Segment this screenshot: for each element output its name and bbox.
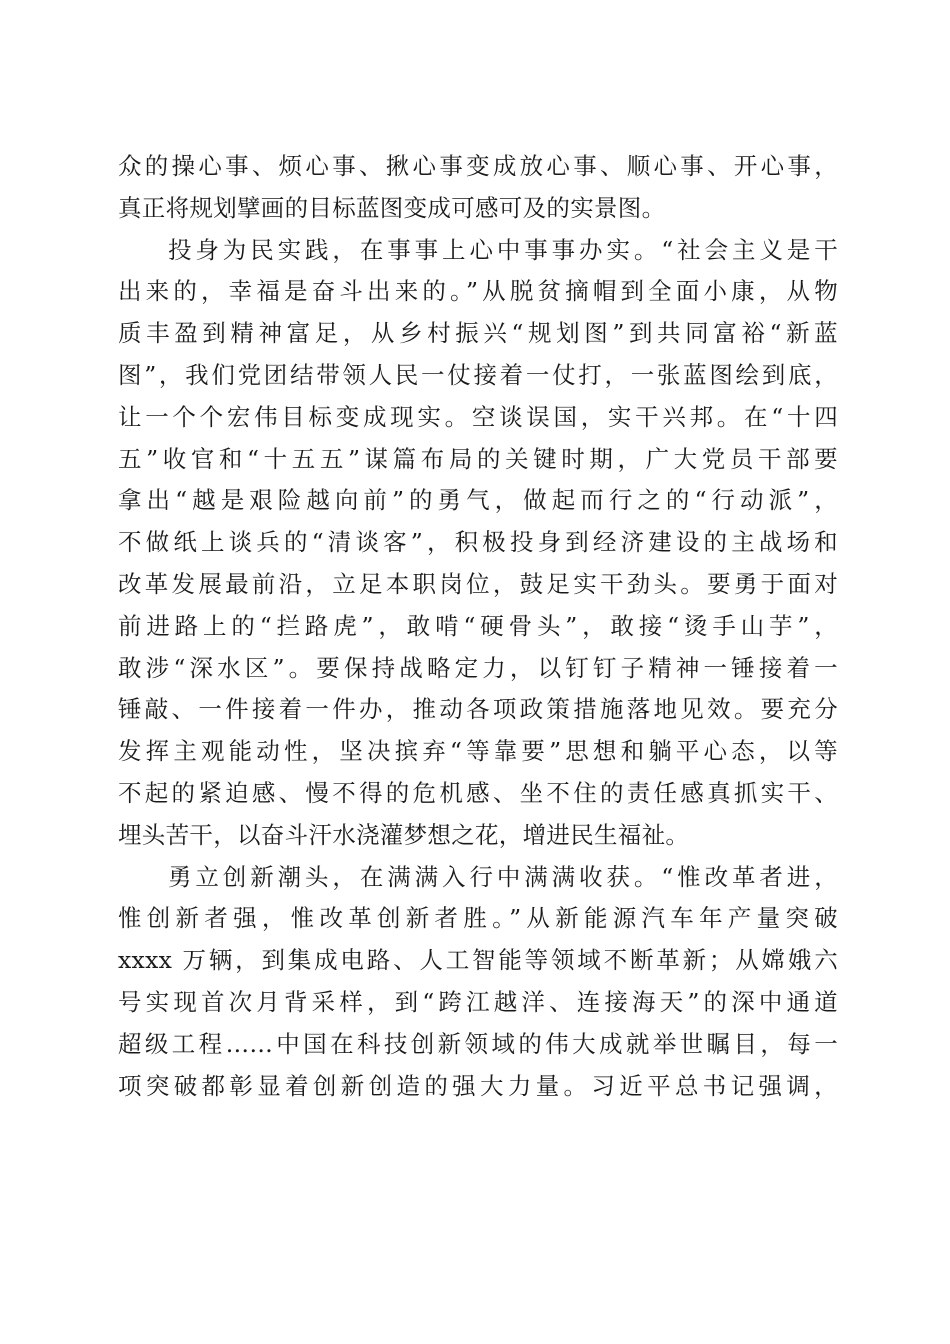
paragraph-3	[118, 857, 838, 1108]
text-line: 拿出“越是艰险越向前”的勇气，做起而行之的“行动派”，	[118, 486, 838, 515]
text-line: 项突破都彰显着创新创造的强大力量。习近平总书记强调，	[118, 1071, 838, 1100]
text-line: 前进路上的“拦路虎”，敢啃“硬骨头”，敢接“烫手山芋”，	[118, 611, 838, 640]
paragraph-2	[118, 230, 838, 857]
text-line: 投身为民实践，在事事上心中事事办实。“社会主义是干	[168, 235, 838, 264]
text-line: 五”收官和“十五五”谋篇布局的关键时期，广大党员干部要	[118, 444, 838, 473]
text-line: 惟创新者强，惟改革创新者胜。”从新能源汽车年产量突破	[118, 904, 838, 933]
text-line: 超级工程……中国在科技创新领域的伟大成就举世瞩目，每一	[118, 1029, 838, 1058]
body-text	[118, 146, 838, 1107]
text-line: 真正将规划擘画的目标蓝图变成可感可及的实景图。	[118, 193, 666, 222]
text-line: 图”，我们党团结带领人民一仗接着一仗打，一张蓝图绘到底，	[118, 360, 838, 389]
text-line: 埋头苦干，以奋斗汗水浇灌梦想之花，增进民生福祉。	[118, 820, 690, 849]
text-line: 发挥主观能动性，坚决摈弃“等靠要”思想和躺平心态，以等	[118, 737, 838, 766]
text-line: 敢涉“深水区”。要保持战略定力，以钉钉子精神一锤接着一	[118, 653, 838, 682]
text-line: 勇立创新潮头，在满满入行中满满收获。“惟改革者进，	[168, 862, 838, 891]
text-line: 号实现首次月背采样，到“跨江越洋、连接海天”的深中通道	[118, 987, 838, 1016]
text-line: 众的操心事、烦心事、揪心事变成放心事、顺心事、开心事，	[118, 152, 838, 180]
text-line: 不做纸上谈兵的“清谈客”，积极投身到经济建设的主战场和	[118, 528, 838, 557]
text-line: 改革发展最前沿，立足本职岗位，鼓足实干劲头。要勇于面对	[118, 569, 838, 598]
text-line: 锤敲、一件接着一件办，推动各项政策措施落地见效。要充分	[118, 695, 838, 724]
text-line: xxxx 万辆，到集成电路、人工智能等领域不断革新；从嫦娥六	[118, 946, 838, 975]
paragraph-1	[118, 146, 838, 230]
text-line: 让一个个宏伟目标变成现实。空谈误国，实干兴邦。在“十四	[118, 402, 838, 431]
text-line: 质丰盈到精神富足，从乡村振兴“规划图”到共同富裕“新蓝	[118, 319, 838, 348]
text-line: 出来的，幸福是奋斗出来的。”从脱贫摘帽到全面小康，从物	[118, 277, 838, 306]
text-line: 不起的紧迫感、慢不得的危机感、坐不住的责任感真抓实干、	[118, 778, 838, 807]
